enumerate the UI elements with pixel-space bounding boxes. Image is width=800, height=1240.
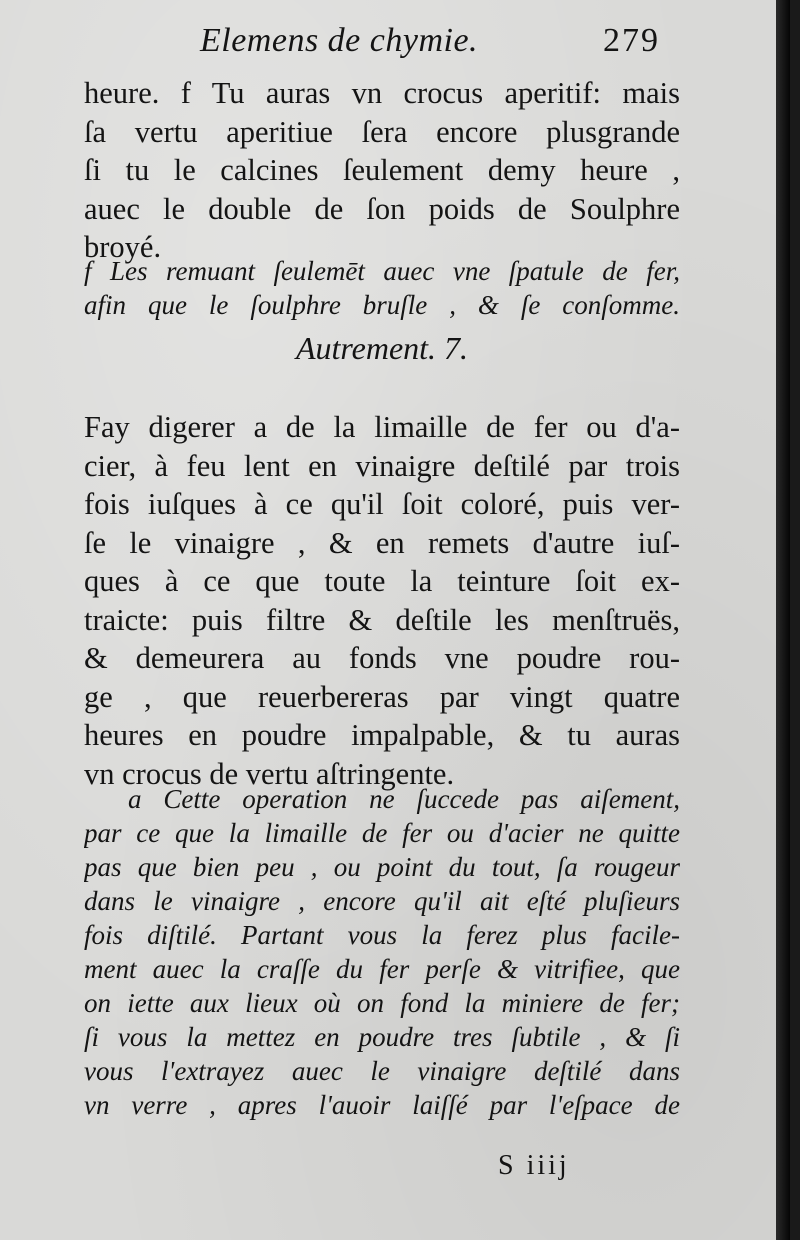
text-line: ques à ce que toute la teinture ſoit ex- [84, 564, 680, 598]
note-line: vn verre , apres l'auoir laiſſé par l'eſpace de [84, 1090, 680, 1120]
note-line: pas que bien peu , ou point du tout, ſa rougeur [84, 852, 680, 882]
text-line: cier, à feu lent en vinaigre deſtilé par trois [84, 448, 680, 483]
sheet-signature: S iiij [498, 1150, 570, 1181]
note-line: afin que le ſoulphre bruſle , & ſe conſomme. [84, 290, 680, 320]
note-line: vous l'extrayez auec le vinaigre deſtilé dans [84, 1056, 680, 1086]
note-line: ment auec la craſſe du fer perſe & vitrifiee, que [84, 954, 680, 984]
text-line: & demeurera au fonds vne poudre rou- [84, 641, 680, 675]
note-line: on iette aux lieux où on fond la miniere de fer; [84, 988, 680, 1018]
text-line: broyé. [84, 230, 162, 264]
text-line: heures en poudre impalpable, & tu auras [84, 718, 680, 752]
note-line: f Les remuant ſeulemēt auec vne ſpatule de fer, [84, 256, 680, 286]
note-line: a Cette operation ne ſuccede pas aiſement, [128, 784, 680, 814]
text-line: ſi tu le calcines ſeulement demy heure , [84, 153, 680, 187]
note-line: ſi vous la mettez en poudre tres ſubtile , & ſi [84, 1022, 680, 1052]
main-text-block-1 [84, 74, 680, 267]
marginal-note-2 [84, 782, 680, 1122]
text-line: fois iuſques à ce qu'il ſoit coloré, puis ver- [84, 487, 680, 521]
main-text-block-2 [84, 408, 680, 793]
text-line: vn crocus de vertu aſtringente. [84, 756, 455, 791]
text-line: Fay digerer a de la limaille de fer ou d'a- [84, 410, 680, 444]
note-line: fois diſtilé. Partant vous la ferez plus facile- [84, 920, 680, 950]
text-line: traicte: puis filtre & deſtile les menſtruës, [84, 602, 680, 637]
text-line: ge , que reuerbereras par vingt quatre [84, 679, 680, 714]
page-header [200, 22, 660, 72]
page-edge-shadow [776, 0, 790, 1240]
text-line: ſe le vinaigre , & en remets d'autre iuſ- [84, 525, 680, 560]
note-line: par ce que la limaille de fer ou d'acier ne quitte [84, 818, 680, 848]
page-number: 279 [603, 22, 660, 59]
running-title: Elemens de chymie. [200, 22, 479, 59]
marginal-note-1 [84, 254, 680, 322]
section-heading: Autrement. 7. [295, 330, 469, 366]
text-line: ſa vertu aperitiue ſera encore plusgrande [84, 114, 680, 149]
text-line: heure. f Tu auras vn crocus aperitif: mais [84, 76, 680, 110]
note-line: dans le vinaigre , encore qu'il ait eſté pluſieurs [84, 886, 680, 916]
text-line: auec le double de ſon poids de Soulphre [84, 191, 680, 226]
